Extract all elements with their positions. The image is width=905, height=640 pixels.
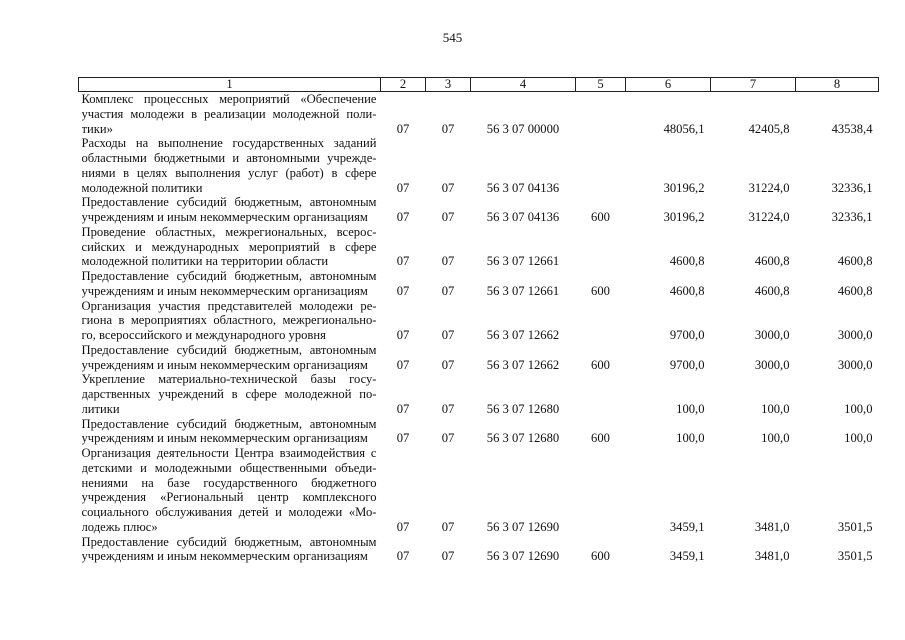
cell-c5 [576,446,626,535]
column-header: 1 [79,78,381,92]
cell-c7: 100,0 [761,431,790,446]
cell-c3: 07 [441,431,455,446]
cell-c3: 07 [441,180,455,195]
cell-c6: 4600,8 [669,254,705,269]
description-line: Предоставление субсидий бюджетным, автономным [81,195,377,210]
cell-c5: 600 [591,210,610,224]
description-line: детскими и молодежными общественными объеди- [81,460,377,475]
description-line: Предоставление субсидий бюджетным, автономным [81,416,377,431]
table-row [79,535,879,565]
cell-c4: 56 3 07 12680 [486,431,560,446]
cell-c3: 07 [441,519,455,534]
budget-table [78,77,879,564]
row-description [79,195,381,225]
cell-c5 [576,225,626,269]
cell-c3: 07 [441,283,455,298]
row-description [79,372,381,416]
cell-c6: 48056,1 [663,121,705,136]
description-line: молодежной политики на территории области [81,254,329,269]
description-line: Организация деятельности Центра взаимодействия с [81,446,377,460]
description-line: лодежь плюс» [81,519,158,534]
cell-c3: 07 [441,121,455,136]
cell-c6: 100,0 [676,401,705,416]
cell-c2: 07 [396,283,410,298]
cell-c2: 07 [396,357,410,372]
cell-c7: 42405,8 [748,121,790,136]
description-line: учреждениям и иным некоммерческим организациям [81,431,368,446]
cell-c3: 07 [441,357,455,372]
description-line: социального обслуживания детей и молодежи «Мо- [81,505,377,519]
cell-c7: 3481,0 [754,519,790,534]
row-description [79,136,381,195]
description-line: гиона в мероприятиях областного, межрегионально- [81,313,377,328]
cell-c4: 56 3 07 12661 [486,283,560,298]
table-row [79,343,879,373]
column-header: 3 [426,78,471,92]
cell-c4: 56 3 07 12680 [486,401,560,416]
description-line: Расходы на выполнение государственных заданий [81,136,377,151]
description-line: учреждениям и иным некоммерческим организациям [81,549,368,564]
table-row [79,446,879,535]
cell-c2: 07 [396,401,410,416]
cell-c7: 31224,0 [748,180,790,195]
cell-c7: 31224,0 [748,210,790,224]
column-header: 4 [471,78,576,92]
cell-c3: 07 [441,549,455,564]
description-line: учреждениям и иным некоммерческим организациям [81,357,368,372]
column-header: 2 [381,78,426,92]
cell-c8: 3501,5 [837,519,873,534]
cell-c7: 100,0 [761,401,790,416]
cell-c8: 43538,4 [831,121,873,136]
table-row [79,195,879,225]
row-description [79,92,381,137]
description-line: учреждениям и иным некоммерческим организациям [81,283,368,298]
cell-c6: 9700,0 [669,357,705,372]
cell-c4: 56 3 07 12661 [486,254,560,269]
cell-c4: 56 3 07 12690 [486,549,560,564]
cell-c5 [576,92,626,137]
row-description [79,299,381,343]
cell-c2: 07 [396,549,410,564]
table-row [79,269,879,299]
description-line: Проведение областных, межрегиональных, всерос- [81,224,377,239]
cell-c5 [576,372,626,416]
table-row [79,225,879,269]
cell-c4: 56 3 07 04136 [486,210,560,224]
cell-c8: 100,0 [844,431,873,446]
row-description [79,417,381,447]
description-line: учреждениям и иным некоммерческим организациям [81,210,368,224]
cell-c8: 4600,8 [837,283,873,298]
column-header: 7 [711,78,796,92]
cell-c6: 3459,1 [669,549,705,564]
cell-c6: 3459,1 [669,519,705,534]
cell-c5: 600 [591,283,610,298]
cell-c4: 56 3 07 04136 [486,180,560,195]
cell-c4: 56 3 07 12690 [486,519,560,534]
cell-c2: 07 [396,254,410,269]
cell-c4: 56 3 07 12662 [486,328,560,342]
cell-c5: 600 [591,357,610,372]
cell-c3: 07 [441,210,455,224]
cell-c3: 07 [441,254,455,269]
row-description [79,225,381,269]
description-line: тики» [81,121,113,136]
cell-c7: 3000,0 [754,328,790,342]
cell-c6: 9700,0 [669,328,705,342]
cell-c2: 07 [396,210,410,224]
description-line: Предоставление субсидий бюджетным, автономным [81,342,377,357]
description-line: молодежной политики [81,180,203,195]
cell-c4: 56 3 07 00000 [486,121,560,136]
description-line: Предоставление субсидий бюджетным, автономным [81,269,377,283]
column-header: 6 [626,78,711,92]
cell-c6: 100,0 [676,431,705,446]
cell-c6: 30196,2 [663,210,705,224]
cell-c8: 3000,0 [837,357,873,372]
row-description [79,269,381,299]
description-line: сийских и международных мероприятий в сфере [81,239,377,254]
table-row [79,417,879,447]
cell-c4: 56 3 07 12662 [486,357,560,372]
column-header: 8 [796,78,879,92]
description-line: го, всероссийского и международного уровня [81,328,326,342]
cell-c8: 100,0 [844,401,873,416]
cell-c5: 600 [591,431,610,446]
description-line: Укрепление материально-технической базы госу- [81,372,377,387]
row-description [79,343,381,373]
cell-c8: 4600,8 [837,254,873,269]
cell-c8: 32336,1 [831,210,873,224]
row-description [79,535,381,565]
description-line: областными бюджетными и автономными учрежде- [81,151,377,165]
cell-c2: 07 [396,180,410,195]
cell-c8: 32336,1 [831,180,873,195]
description-line: Предоставление субсидий бюджетным, автономным [81,534,377,549]
cell-c5 [576,136,626,195]
cell-c7: 3000,0 [754,357,790,372]
row-description [79,446,381,535]
header-row [79,78,879,92]
description-line: Организация участия представителей молодежи ре- [81,298,377,313]
description-line: учреждения «Региональный центр комплексного [81,490,377,505]
table-row [79,372,879,416]
table-row [79,92,879,137]
cell-c2: 07 [396,121,410,136]
table-row [79,299,879,343]
table-row [79,136,879,195]
page-number: 545 [442,30,463,45]
cell-c6: 4600,8 [669,283,705,298]
cell-c3: 07 [441,401,455,416]
cell-c2: 07 [396,328,410,342]
cell-c5: 600 [591,549,610,564]
cell-c8: 3501,5 [837,549,873,564]
cell-c7: 4600,8 [754,283,790,298]
cell-c7: 4600,8 [754,254,790,269]
description-line: литики [81,401,120,416]
description-line: ниями в целях выполнения услуг (работ) в сфере [81,165,377,180]
description-line: нениями на базе государственного бюджетного [81,475,377,490]
description-line: участия молодежи в реализации молодежной поли- [81,106,377,121]
cell-c3: 07 [441,328,455,342]
description-line: Комплекс процессных мероприятий «Обеспечение [81,92,377,106]
description-line: дарственных учреждений в сфере молодежной по- [81,387,377,401]
cell-c6: 30196,2 [663,180,705,195]
column-header: 5 [576,78,626,92]
cell-c8: 3000,0 [837,328,873,342]
cell-c7: 3481,0 [754,549,790,564]
cell-c5 [576,299,626,343]
cell-c2: 07 [396,431,410,446]
cell-c2: 07 [396,519,410,534]
